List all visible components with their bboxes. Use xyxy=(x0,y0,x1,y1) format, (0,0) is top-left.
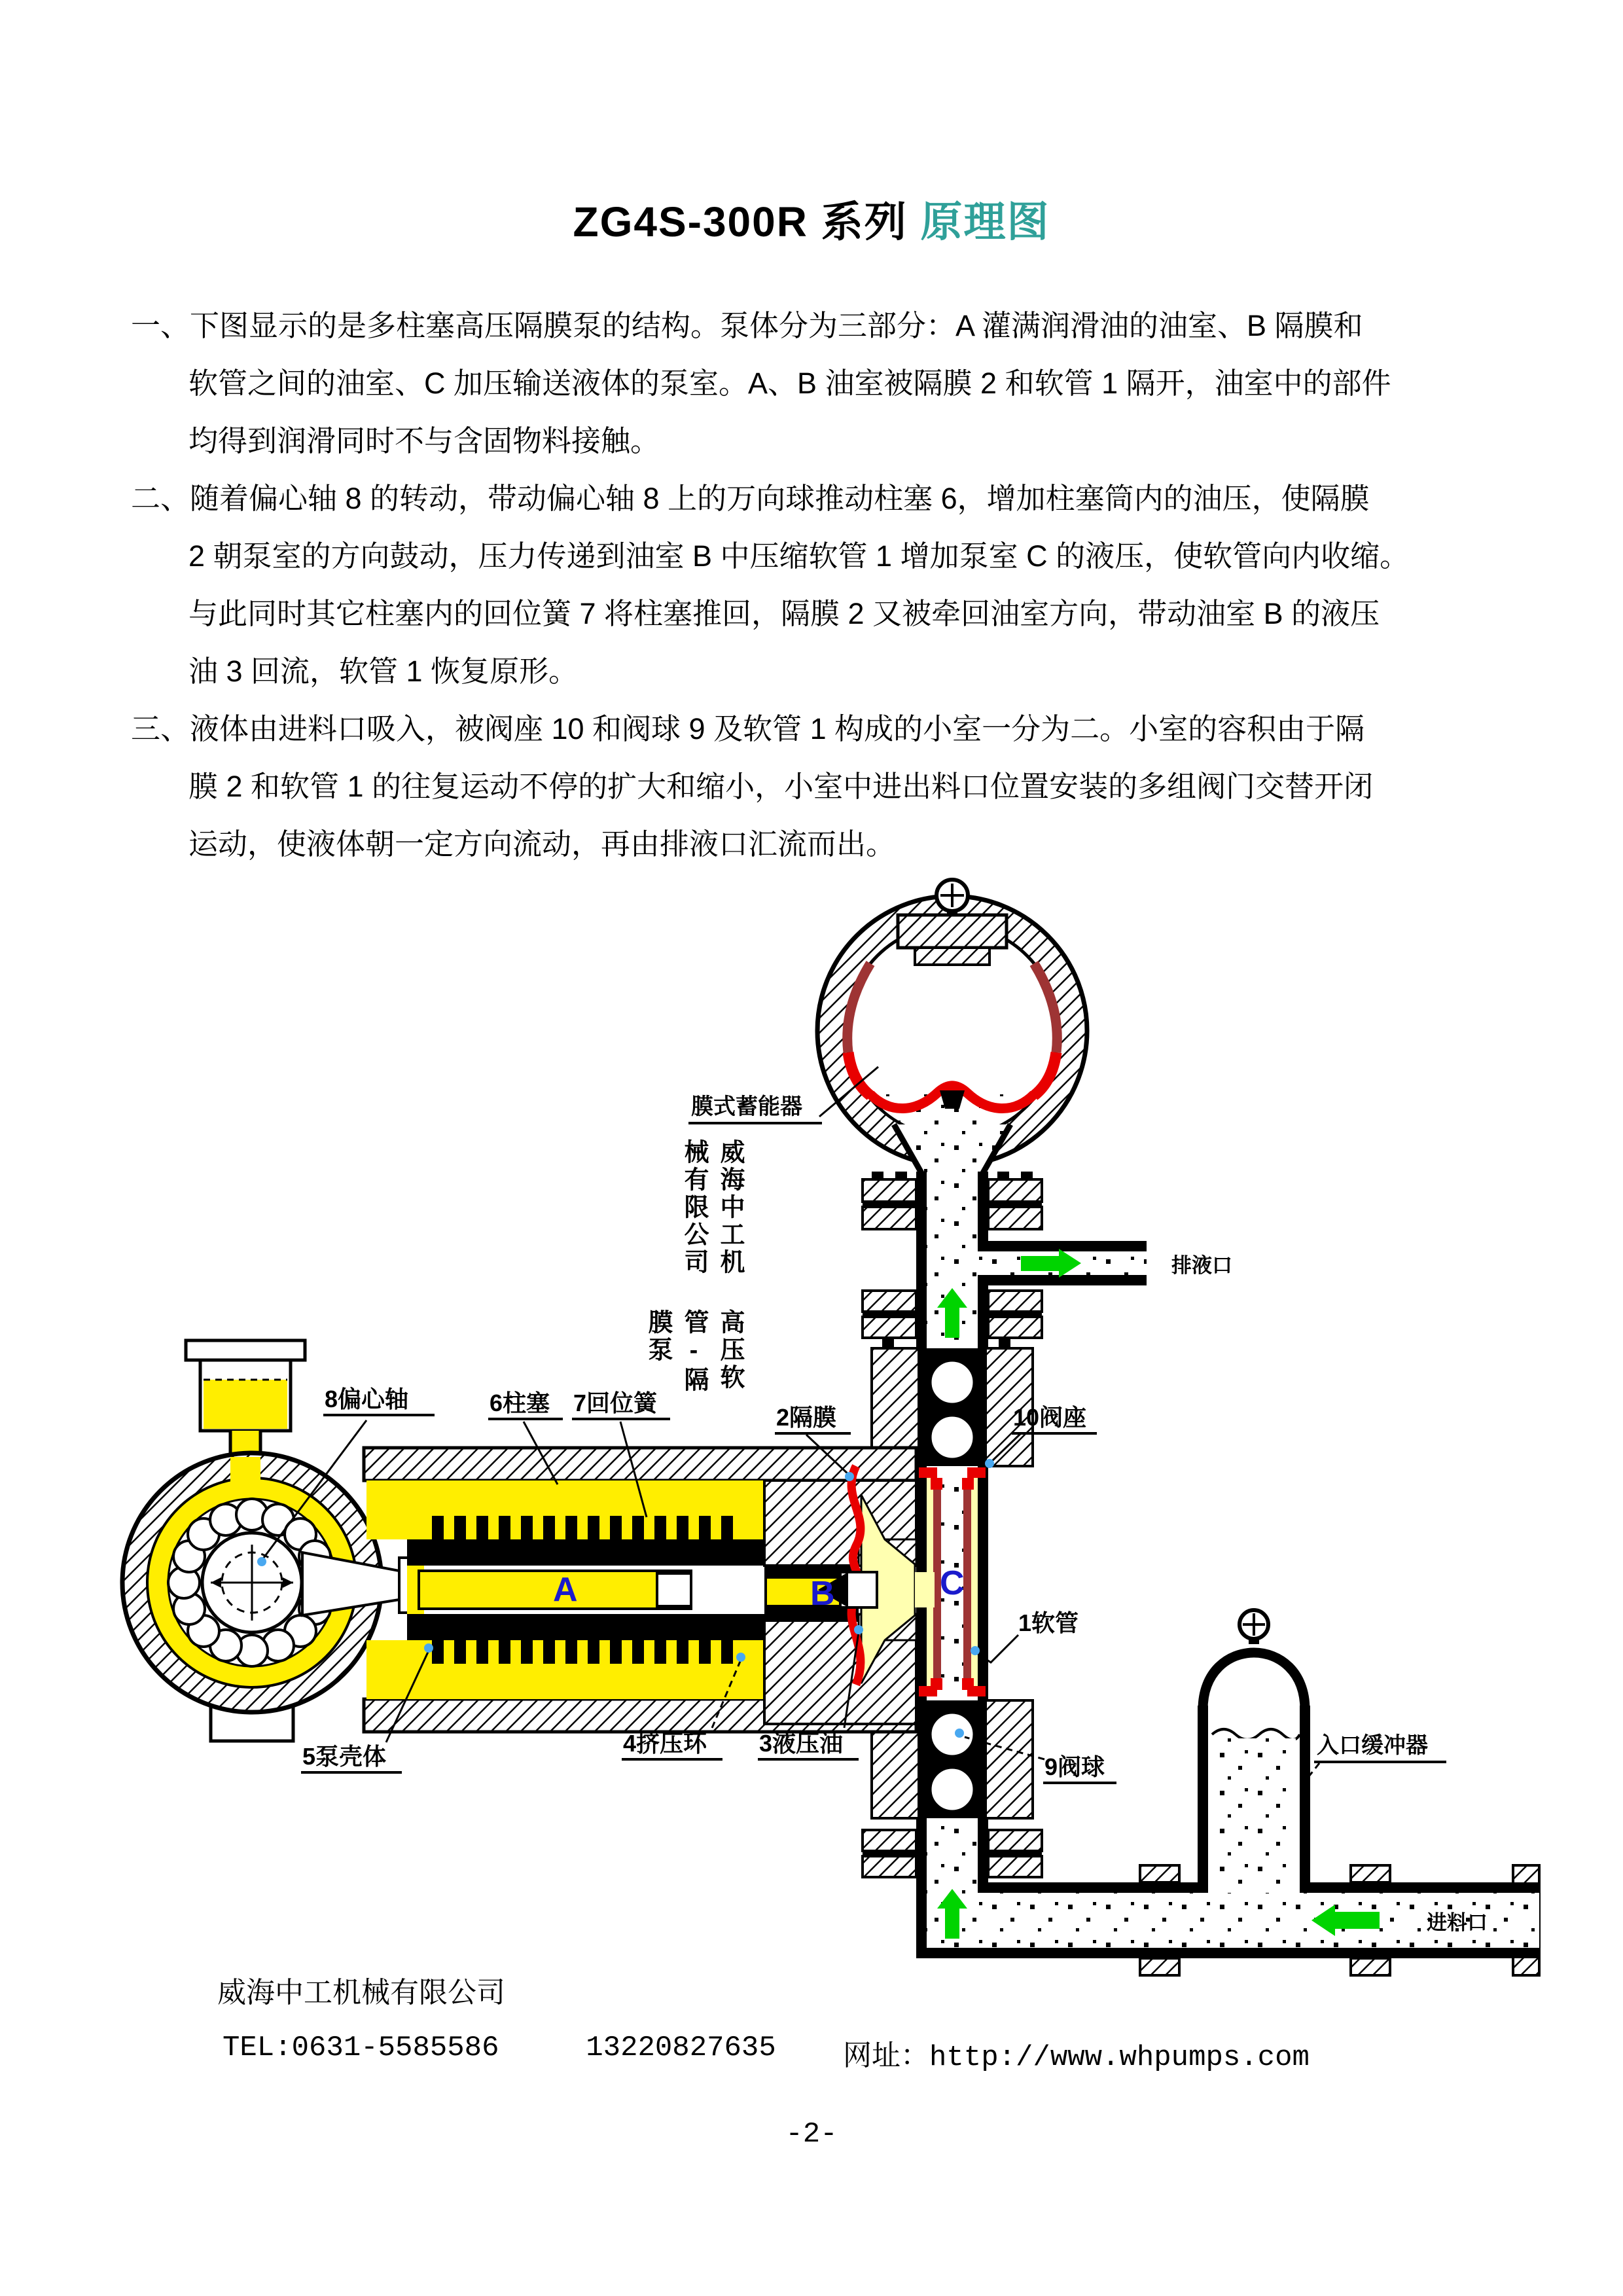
label-inlet-port: 进料口 xyxy=(1427,1911,1488,1934)
page-title xyxy=(0,188,1623,249)
vertical-product-name: 高压软管-隔膜泵 xyxy=(644,1309,743,1394)
label-part9: 9阀球 xyxy=(1044,1753,1105,1780)
label-part1: 1软管 xyxy=(1018,1609,1079,1636)
accumulator-sphere xyxy=(817,880,1087,1173)
body-line: 二、随着偏心轴 8 的转动，带动偏心轴 8 上的万向球推动柱塞 6，增加柱塞筒内的油压，使隔膜 xyxy=(131,482,1370,515)
body-line: 运动，使液体朝一定方向流动，再由排液口汇流而出。 xyxy=(188,827,896,861)
pump-body xyxy=(364,1448,935,1732)
hose-wall xyxy=(963,1478,971,1690)
label-part6: 6柱塞 xyxy=(490,1390,550,1416)
footer-contacts xyxy=(223,2032,776,2064)
valve-ball xyxy=(930,1360,974,1405)
footer-website: 网址：http://www.whpumps.com xyxy=(843,2041,1310,2074)
label-part8: 8偏心轴 xyxy=(325,1386,409,1412)
label-part4: 4挤压环 xyxy=(623,1730,707,1757)
page-number: -2- xyxy=(785,2118,838,2151)
body-line: 与此同时其它柱塞内的回位簧 7 将柱塞推回，隔膜 2 又被牵回油室方向，带动油室 B 的液压 xyxy=(188,597,1380,630)
bolt-icon xyxy=(1240,1610,1268,1644)
body-line: 膜 2 和软管 1 的往复运动不停的扩大和缩小，小室中进出料口位置安装的多组阀门交替开闭 xyxy=(188,770,1374,803)
label-accumulator: 膜式蓄能器 xyxy=(691,1094,802,1119)
connecting-rod xyxy=(302,1552,399,1615)
label-chamber-c: C xyxy=(940,1564,965,1602)
body-line: 三、液体由进料口吸入，被阀座 10 和阀球 9 及软管 1 构成的小室一分为二。小室的容积由于隔 xyxy=(131,712,1365,745)
label-part2: 2隔膜 xyxy=(776,1404,837,1431)
label-inlet-buffer: 入口缓冲器 xyxy=(1317,1733,1428,1758)
body-line: 2 朝泵室的方向鼓动，压力传递到油室 B 中压缩软管 1 增加泵室 C 的液压，使软管向内收缩。 xyxy=(188,539,1410,573)
footer-tel: TEL:0631-5585586 xyxy=(223,2032,499,2064)
universal-ball-joint xyxy=(657,1573,691,1606)
label-outlet-port: 排液口 xyxy=(1171,1254,1232,1277)
valve-ball xyxy=(930,1415,974,1460)
vertical-company-name: 威海中工机械有限公司 xyxy=(680,1139,743,1276)
label-part3: 3液压油 xyxy=(759,1730,844,1757)
body-line: 一、下图显示的是多柱塞高压隔膜泵的结构。泵体分为三部分：A 灌满润滑油的油室、B 隔膜和 xyxy=(131,309,1363,342)
footer-tel2: 13220827635 xyxy=(586,2032,776,2064)
page-title-highlight: 原理图 xyxy=(920,198,1050,245)
label-part7: 7回位簧 xyxy=(573,1390,658,1416)
label-chamber-a: A xyxy=(553,1571,578,1609)
footer-company: 威海中工机械有限公司 xyxy=(217,1977,505,2009)
valve-ball xyxy=(930,1767,974,1812)
body-line: 油 3 回流，软管 1 恢复原形。 xyxy=(188,655,579,688)
diagram-vertical-text xyxy=(640,1139,748,1420)
inlet-buffer-tank xyxy=(1198,1610,1310,1893)
valve-ball xyxy=(930,1712,974,1757)
label-part5: 5泵壳体 xyxy=(302,1743,387,1770)
page-title-main: ZG4S-300R 系列 xyxy=(573,198,908,245)
label-part10: 10阀座 xyxy=(1013,1404,1087,1431)
body-line: 均得到润滑同时不与含固物料接触。 xyxy=(188,424,660,457)
label-chamber-b: B xyxy=(810,1575,835,1613)
body-line: 软管之间的油室、C 加压输送液体的泵室。A、B 油室被隔膜 2 和软管 1 隔开，油室中的部件 xyxy=(188,367,1391,400)
